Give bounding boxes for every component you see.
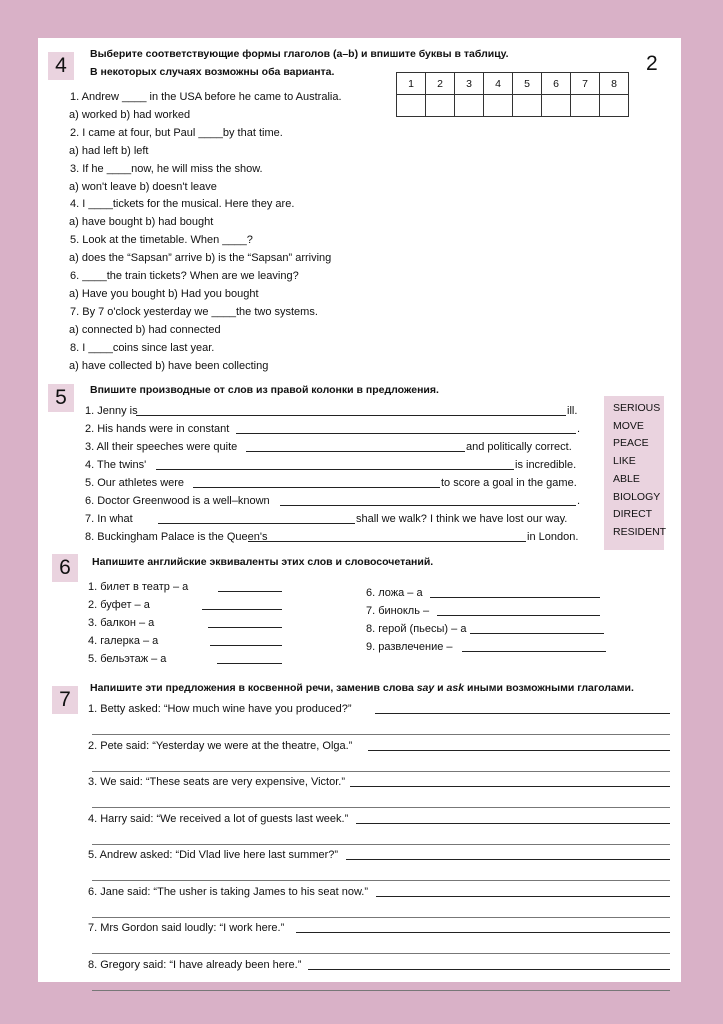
grid-header-cell: 3 [455,73,484,95]
answer-blank[interactable] [210,645,282,646]
exercise-7-number: 7 [52,686,78,714]
sentence-end: in London. [527,531,579,543]
word-bank-item: RESIDENT [613,525,667,538]
grid-header-cell: 4 [484,73,513,95]
options-line: a) connected b) had connected [69,323,221,336]
answer-blank[interactable] [470,633,604,634]
answer-blank[interactable] [280,505,576,506]
reported-speech-prompt: 3. We said: “These seats are very expensive, Victor.” [88,776,345,788]
sentence-start: 4. The twins' [85,459,147,471]
vocab-item: 7. бинокль – [366,605,430,617]
grid-header-cell: 2 [426,73,455,95]
word-bank-item: BIOLOGY [613,490,661,503]
sentence-end: to score a goal in the game. [441,477,577,489]
options-line: a) had left b) left [69,144,149,157]
word-bank-item: DIRECT [613,508,653,521]
answer-blank[interactable] [202,609,282,610]
sentence-start: 5. Our athletes were [85,477,185,489]
answer-line[interactable] [346,859,670,860]
question-line: 6. ____the train tickets? When are we leaving? [70,270,299,282]
reported-speech-prompt: 2. Pete said: “Yesterday we were at the theatre, Olga.” [88,739,353,752]
answer-blank[interactable] [208,627,282,628]
options-line: a) Have you bought b) Had you bought [69,287,259,300]
answer-grid [396,72,629,117]
grid-answer-cell[interactable] [600,95,629,117]
grid-header-cell: 7 [571,73,600,95]
answer-line-second[interactable] [92,844,670,845]
sentence-start: 1. Jenny is [85,405,138,417]
sentence-end: is incredible. [515,459,577,471]
answer-line-second[interactable] [92,771,670,772]
grid-header-cell: 8 [600,73,629,95]
grid-answer-cell[interactable] [513,95,542,117]
exercise-4-title-line2: В некоторых случаях возможны оба варианта. [90,66,335,78]
vocab-item: 1. билет в театр – а [88,581,189,593]
sentence-end: . [577,495,581,507]
answer-line[interactable] [356,823,670,824]
vocab-item: 4. галерка – а [88,635,159,647]
options-line: a) have bought b) had bought [69,216,214,229]
answer-line-second[interactable] [92,734,670,735]
grid-answer-cell[interactable] [426,95,455,117]
answer-blank[interactable] [218,591,282,592]
sentence-end: and politically correct. [466,441,572,453]
vocab-item: 8. герой (пьесы) – а [366,623,467,635]
answer-line-second[interactable] [92,917,670,918]
answer-line[interactable] [308,969,670,970]
answer-blank[interactable] [430,597,600,598]
vocab-item: 2. буфет – а [88,599,150,611]
answer-line[interactable] [368,750,670,751]
question-line: 7. By 7 o'clock yesterday we ____the two systems. [70,305,318,318]
reported-speech-prompt: 4. Harry said: “We received a lot of guests last week.” [88,812,349,825]
answer-blank[interactable] [217,663,282,664]
answer-blank[interactable] [462,651,606,652]
question-line: 3. If he ____now, he will miss the show. [70,162,263,175]
word-bank-item: LIKE [613,455,636,468]
reported-speech-prompt: 6. Jane said: “The usher is taking James to his seat now.” [88,885,369,898]
word-bank-item: MOVE [613,419,644,432]
answer-line[interactable] [375,713,670,714]
answer-line[interactable] [376,896,670,897]
sentence-end: . [577,423,581,435]
exercise-4-number: 4 [48,52,74,80]
answer-line[interactable] [296,932,670,933]
answer-blank[interactable] [437,615,600,616]
grid-header-cell: 6 [542,73,571,95]
word-bank-item: PEACE [613,437,649,450]
sentence-start: 3. All their speeches were quite [85,441,238,453]
reported-speech-prompt: 8. Gregory said: “I have already been here.” [88,958,302,971]
answer-blank[interactable] [236,433,576,434]
question-line: 8. I ____coins since last year. [70,341,215,354]
exercise-7-title-ask: ask [446,682,465,694]
options-line: a) have collected b) have been collecting [69,359,269,372]
options-line: a) does the “Sapsan” arrive b) is the “Sapsan” arriving [69,252,332,265]
sentence-start: 6. Doctor Greenwood is a well–known [85,495,270,507]
answer-line-second[interactable] [92,807,670,808]
exercise-7-title-part: иными возможными глаголами. [464,682,634,694]
sentence-end: shall we walk? I think we have lost our way. [356,513,568,525]
grid-answer-cell[interactable] [397,95,426,117]
vocab-item: 3. балкон – а [88,617,155,629]
question-line: 2. I came at four, but Paul ____by that time. [70,126,283,139]
sentence-start: 2. His hands were in constant [85,423,230,435]
question-line: 4. I ____tickets for the musical. Here they are. [70,198,295,211]
sentence-start: 8. Buckingham Palace is the Queen's [85,531,268,543]
answer-line-second[interactable] [92,880,670,881]
grid-answer-cell[interactable] [571,95,600,117]
exercise-5-title: Впишите производные от слов из правой колонки в предложения. [90,384,439,396]
grid-header-cell: 1 [397,73,426,95]
exercise-5-number: 5 [48,384,74,412]
options-line: a) worked b) had worked [69,108,191,121]
exercise-7-title [90,680,634,697]
answer-blank[interactable] [193,487,440,488]
question-line: 1. Andrew ____ in the USA before he came to Australia. [70,91,342,103]
sentence-start: 7. In what [85,513,133,525]
exercise-6-number: 6 [52,554,78,582]
word-bank-item: ABLE [613,472,640,485]
answer-blank[interactable] [136,415,566,416]
grid-answer-cell[interactable] [455,95,484,117]
answer-blank[interactable] [248,541,526,542]
answer-line-second[interactable] [92,953,670,954]
answer-line[interactable] [350,786,670,787]
reported-speech-prompt: 7. Mrs Gordon said loudly: “I work here.” [88,922,285,934]
worksheet-page [38,38,681,982]
answer-blank[interactable] [156,469,514,470]
grid-answer-cell[interactable] [484,95,513,117]
exercise-7-title-part: Напишите эти предложения в косвенной речи, заменив слова [90,682,417,694]
answer-blank[interactable] [246,451,465,452]
word-bank [604,396,667,550]
page-number: 2 [646,52,658,75]
exercise-4-title-line1: Выберите соответствующие формы глаголов (a–b) и впишите буквы в таблицу. [90,48,509,60]
sentence-end: ill. [567,405,578,417]
reported-speech-prompt: 1. Betty asked: “How much wine have you produced?” [88,703,352,715]
exercise-6-title: Напишите английские эквиваленты этих слов и словосочетаний. [92,556,434,568]
vocab-item: 5. бельэтаж – а [88,653,167,665]
grid-header-cell: 5 [513,73,542,95]
answer-blank[interactable] [158,523,355,524]
vocab-item: 9. развлечение – [366,641,453,653]
grid-answer-cell[interactable] [542,95,571,117]
exercise-7-title-part: и [434,682,447,694]
exercise-7-title-say: say [416,682,435,694]
question-line: 5. Look at the timetable. When ____? [70,234,253,247]
vocab-item: 6. ложа – а [366,587,423,599]
answer-line-second[interactable] [92,990,670,991]
reported-speech-prompt: 5. Andrew asked: “Did Vlad live here last summer?” [88,849,339,861]
options-line: a) won't leave b) doesn't leave [69,180,217,193]
word-bank-item: SERIOUS [613,402,661,414]
